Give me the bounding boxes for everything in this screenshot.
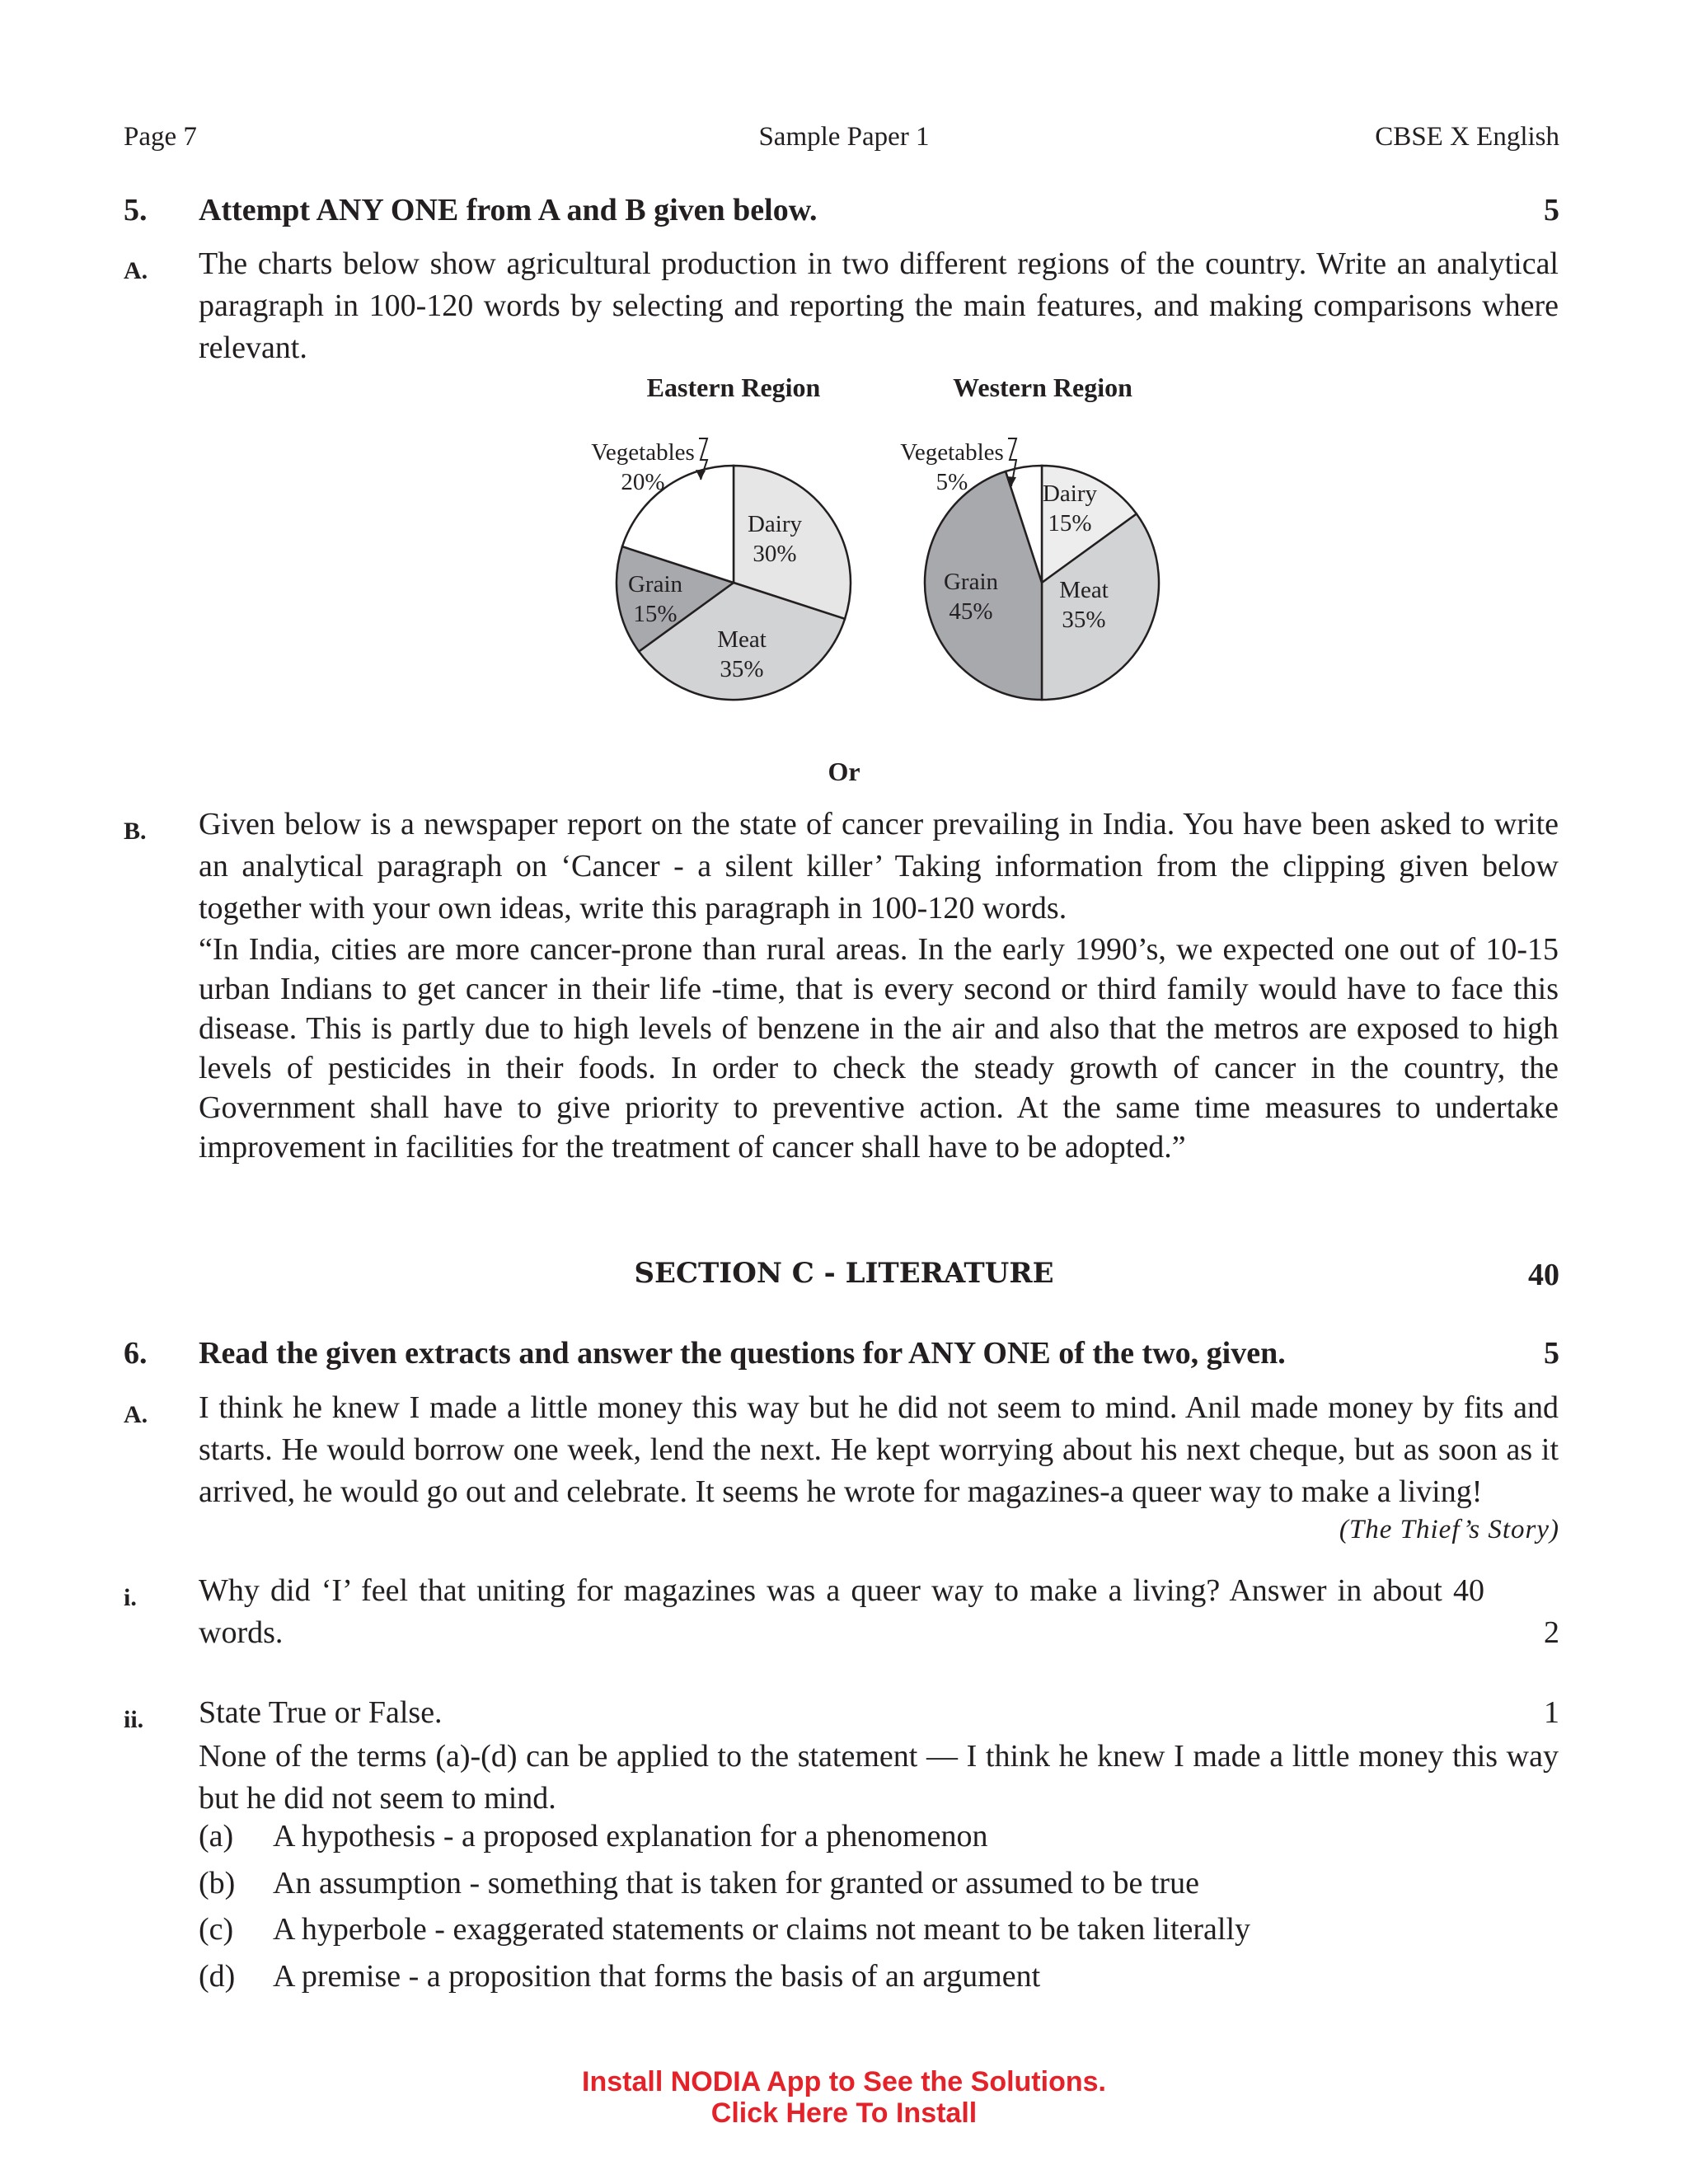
sub-question-marks: 1 (1544, 1695, 1559, 1730)
extract-paragraph: I think he knew I made a little money this way but he did not seem to mind. Anil made money by fits and starts. He would borrow one week, lend the next. He kept worrying about his next cheque, but as soon as it arrived, he would go out and celebrate. It seems he wrote for magazines-a queer way to make a living! (199, 1390, 1559, 1509)
newspaper-clipping: “In India, cities are more cancer-prone than rural areas. In the early 1990’s, we expected one out of 10-15 urban Indians to get cancer in their life -time, that is every second or third family would have to face this disease. This is partly due to high levels of benzene in the air and also that the metros are exposed to high levels of pesticides in their foods. In order to check the steady growth of cancer in the country, the Government shall have to give priority to preventive action. At the same time measures to undertake improvement in facilities for the treatment of cancer shall have to be adopted.” (199, 932, 1559, 1165)
slice-label: Dairy (747, 511, 803, 537)
install-app-banner[interactable]: Install NODIA App to See the Solutions. (582, 2066, 1106, 2097)
slice-label: Meat (1059, 577, 1109, 603)
option-letter: (b) (199, 1866, 236, 1900)
sub-question-label: i. (124, 1584, 137, 1611)
install-link[interactable]: Click Here To Install (710, 2097, 978, 2129)
subject-title: CBSE X English (1375, 122, 1559, 152)
chart-title-eastern: Eastern Region (646, 373, 821, 402)
page-number: Page 7 (124, 122, 197, 152)
slice-value-label: 15% (633, 601, 678, 627)
option-letter: (c) (199, 1912, 234, 1947)
question-5b-text (199, 804, 1559, 1167)
question-number: 5. (124, 193, 148, 227)
slice-value-label: 45% (949, 598, 993, 625)
question-6-header (0, 1333, 1688, 1376)
slice-value-label: 5% (935, 469, 968, 495)
option-text: A hypothesis - a proposed explanation for a phenomenon (273, 1819, 988, 1854)
or-divider: Or (828, 757, 860, 786)
slice-label: Meat (717, 626, 767, 653)
pie-charts (577, 420, 1195, 733)
slice-label: Grain (627, 571, 683, 598)
sub-question-title: State True or False. (199, 1695, 443, 1730)
sub-question-marks: 2 (1544, 1615, 1559, 1650)
slice-value-label: 15% (1048, 510, 1092, 537)
extract-text (199, 1387, 1559, 1513)
question-marks: 5 (1544, 1336, 1559, 1371)
option-label: A. (124, 1401, 148, 1428)
chart-title-western: Western Region (953, 373, 1132, 402)
option-text: An assumption - something that is taken for granted or assumed to be true (273, 1866, 1199, 1900)
extract-source: (The Thief’s Story) (1339, 1515, 1559, 1544)
slice-value-label: 30% (753, 541, 797, 567)
question-number: 6. (124, 1336, 148, 1371)
slice-label: Grain (943, 569, 999, 595)
option-label: A. (124, 257, 148, 284)
answer-option (199, 1818, 987, 1854)
question-5b-paragraph: Given below is a newspaper report on the state of cancer prevailing in India. You have been asked to write an analytical paragraph on ‘Cancer - a silent killer’ Taking information from the clipping given below together with your own ideas, write this paragraph in 100-120 words. (199, 807, 1559, 926)
question-marks: 5 (1544, 193, 1559, 227)
question-title: Read the given extracts and answer the questions for ANY ONE of the two, given. (199, 1336, 1286, 1371)
question-5a-paragraph: The charts below show agricultural production in two different regions of the country. Write an analytical paragraph in 100-120 words by selecting and reporting the main features, and making comparisons where relevant. (199, 246, 1559, 365)
slice-label: Vegetables (591, 439, 695, 466)
option-text: A hyperbole - exaggerated statements or claims not meant to be taken literally (273, 1912, 1251, 1947)
sub-question-label: ii. (124, 1706, 144, 1733)
slice-label: Vegetables (900, 439, 1004, 466)
section-marks: 40 (1528, 1258, 1559, 1292)
paper-title: Sample Paper 1 (758, 122, 930, 152)
answer-option (199, 1865, 1199, 1901)
sub-question-statement: None of the terms (a)-(d) can be applied to the statement — I think he knew I made a little money this way but he did not seem to mind. (199, 1739, 1559, 1816)
slice-value-label: 35% (720, 656, 764, 682)
option-letter: (d) (199, 1959, 236, 1994)
section-title: SECTION C - LITERATURE (634, 1257, 1054, 1290)
question-5-header (0, 190, 1688, 232)
answer-option (199, 1911, 1250, 1947)
slice-label: Dairy (1042, 480, 1098, 507)
answer-option (199, 1958, 1040, 1994)
sub-question-text: Why did ‘I’ feel that uniting for magazines was a queer way to make a living? Answer in about 40 words. (199, 1573, 1484, 1650)
question-title: Attempt ANY ONE from A and B given below. (199, 193, 818, 227)
option-letter: (a) (199, 1819, 234, 1854)
question-5a-text (199, 243, 1559, 369)
option-label: B. (124, 818, 147, 845)
slice-value-label: 20% (621, 469, 665, 495)
slice-value-label: 35% (1062, 607, 1106, 633)
option-text: A premise - a proposition that forms the basis of an argument (273, 1959, 1041, 1994)
